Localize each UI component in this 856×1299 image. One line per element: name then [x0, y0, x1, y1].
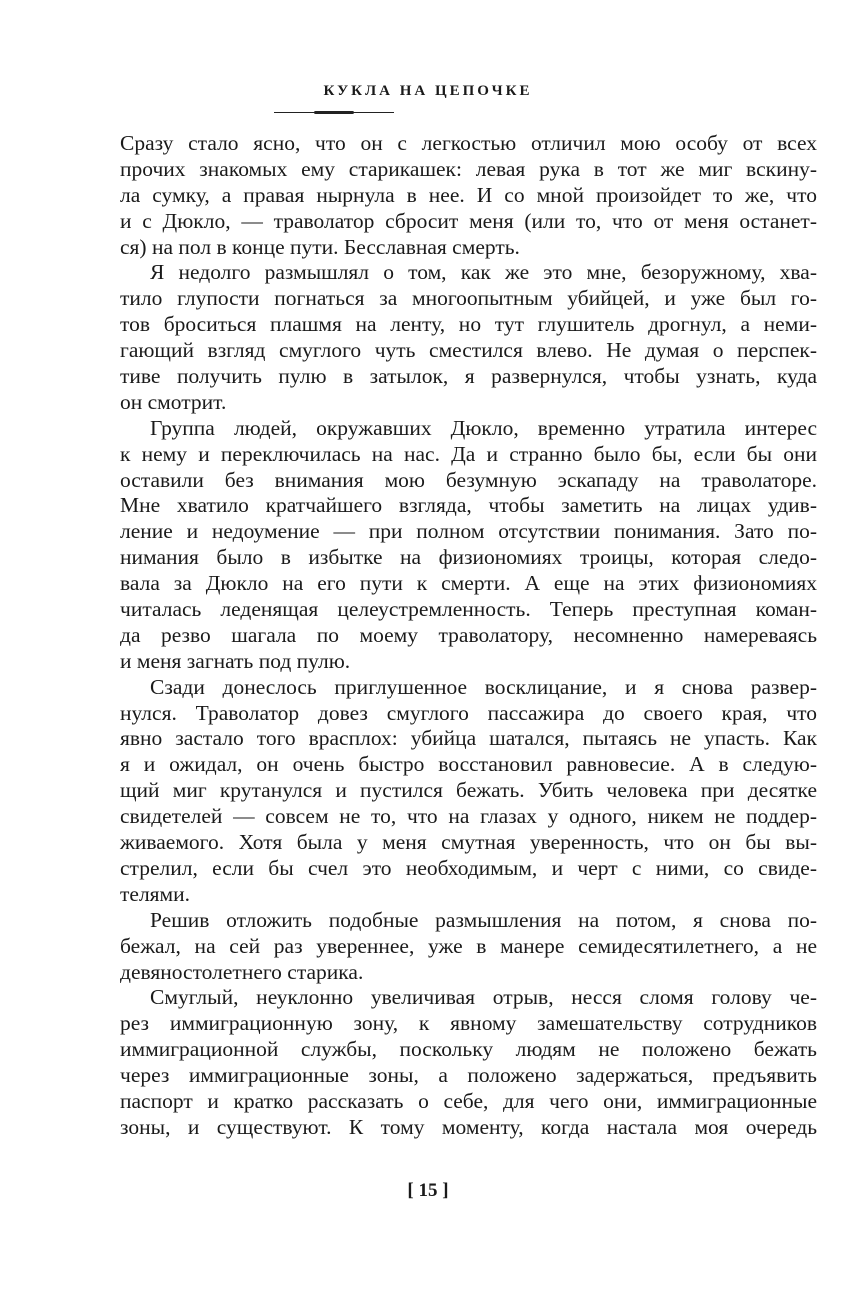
text-line: нимания было в избытке на физиономиях троицы, которая следо-: [120, 545, 817, 570]
text-line: Смуглый, неуклонно увеличивая отрыв, несся сломя голову че-: [150, 985, 817, 1010]
text-line: ление и недоумение — при полном отсутствии понимания. Зато по-: [120, 519, 817, 544]
text-line: живаемого. Хотя была у меня смутная уверенность, что он бы вы-: [120, 830, 817, 855]
paragraph: [120, 985, 817, 1140]
text-line: да резво шагала по моему траволатору, несомненно намереваясь: [120, 622, 817, 647]
text-line: явно застало того врасплох: убийца шатался, пытаясь не упасть. Как: [120, 726, 817, 751]
text-line: рез иммиграционную зону, к явному замешательству сотрудников: [120, 1011, 817, 1036]
text-line: через иммиграционные зоны, а положено задержаться, предъявить: [120, 1063, 817, 1088]
text-line: и меня загнать под пулю.: [120, 648, 351, 673]
ornamental-rule-center: [314, 111, 354, 114]
text-line: я и ожидал, он очень быстро восстановил равновесие. А в следую-: [120, 752, 817, 777]
text-line: Решив отложить подобные размышления на потом, я снова по-: [150, 907, 817, 932]
body-text: [120, 131, 817, 1141]
ornamental-rule: [274, 112, 394, 113]
text-line: вала за Дюкло на его пути к смерти. А еще на этих физиономиях: [120, 571, 817, 596]
text-line: к нему и переключилась на нас. Да и странно было бы, если бы они: [120, 441, 817, 466]
text-line: гающий взгляд смуглого чуть сместился влево. Не думая о перспек-: [120, 338, 817, 363]
text-line: бежал, на сей раз увереннее, уже в манере семидесятилетнего, а не: [120, 933, 817, 958]
text-line: тило глупости погнаться за многоопытным убийцей, и уже был го-: [120, 286, 817, 311]
paragraph: [120, 416, 817, 675]
text-line: Сзади донеслось приглушенное восклицание, и я снова развер-: [150, 674, 817, 699]
text-line: стрелил, если бы счел это необходимым, и черт с ними, со свиде-: [120, 855, 817, 880]
running-head: КУКЛА НА ЦЕПОЧКЕ: [323, 83, 533, 99]
text-line: свидетелей — совсем не то, что на глазах у одного, никем не поддер-: [120, 804, 817, 829]
text-line: и с Дюкло, — траволатор сбросит меня (или то, что от меня останет-: [120, 208, 817, 233]
text-line: иммиграционной службы, поскольку людям не положено бежать: [120, 1037, 817, 1062]
text-line: Группа людей, окружавших Дюкло, временно утратила интерес: [150, 415, 817, 440]
text-line: паспорт и кратко рассказать о себе, для чего они, иммиграционные: [120, 1088, 817, 1113]
text-line: нулся. Траволатор довез смуглого пассажира до своего края, что: [120, 700, 817, 725]
paragraph: [120, 675, 817, 908]
paragraph: [120, 908, 817, 986]
text-line: ла сумку, а правая нырнула в нее. И со мной произойдет то же, что: [120, 182, 817, 207]
text-line: телями.: [120, 881, 191, 906]
text-line: читалась леденящая целеустремленность. Теперь преступная коман-: [120, 597, 817, 622]
text-line: тиве получить пулю в затылок, я развернулся, чтобы узнать, куда: [120, 364, 817, 389]
text-line: он смотрит.: [120, 389, 227, 414]
page-number: [ 15 ]: [407, 1180, 449, 1201]
text-line: щий миг крутанулся и пустился бежать. Убить человека при десятке: [120, 778, 817, 803]
text-line: Мне хватило кратчайшего взгляда, чтобы заметить на лицах удив-: [120, 493, 817, 518]
text-line: прочих знакомых ему старикашек: левая рука в тот же миг вскину-: [120, 156, 817, 181]
text-line: зоны, и существуют. К тому моменту, когда настала моя очередь: [120, 1114, 817, 1139]
text-line: Сразу стало ясно, что он с легкостью отличил мою особу от всех: [120, 131, 817, 155]
text-line: оставили без внимания мою безумную эскападу на траволаторе.: [120, 467, 817, 492]
paragraph: [120, 260, 817, 415]
text-line: девяностолетнего старика.: [120, 959, 364, 984]
text-line: тов броситься плашмя на ленту, но тут глушитель дрогнул, а неми-: [120, 312, 817, 337]
text-line: ся) на пол в конце пути. Бесславная смерть.: [120, 234, 520, 259]
text-line: Я недолго размышлял о том, как же это мне, безоружному, хва-: [150, 260, 817, 285]
paragraph: [120, 131, 817, 260]
